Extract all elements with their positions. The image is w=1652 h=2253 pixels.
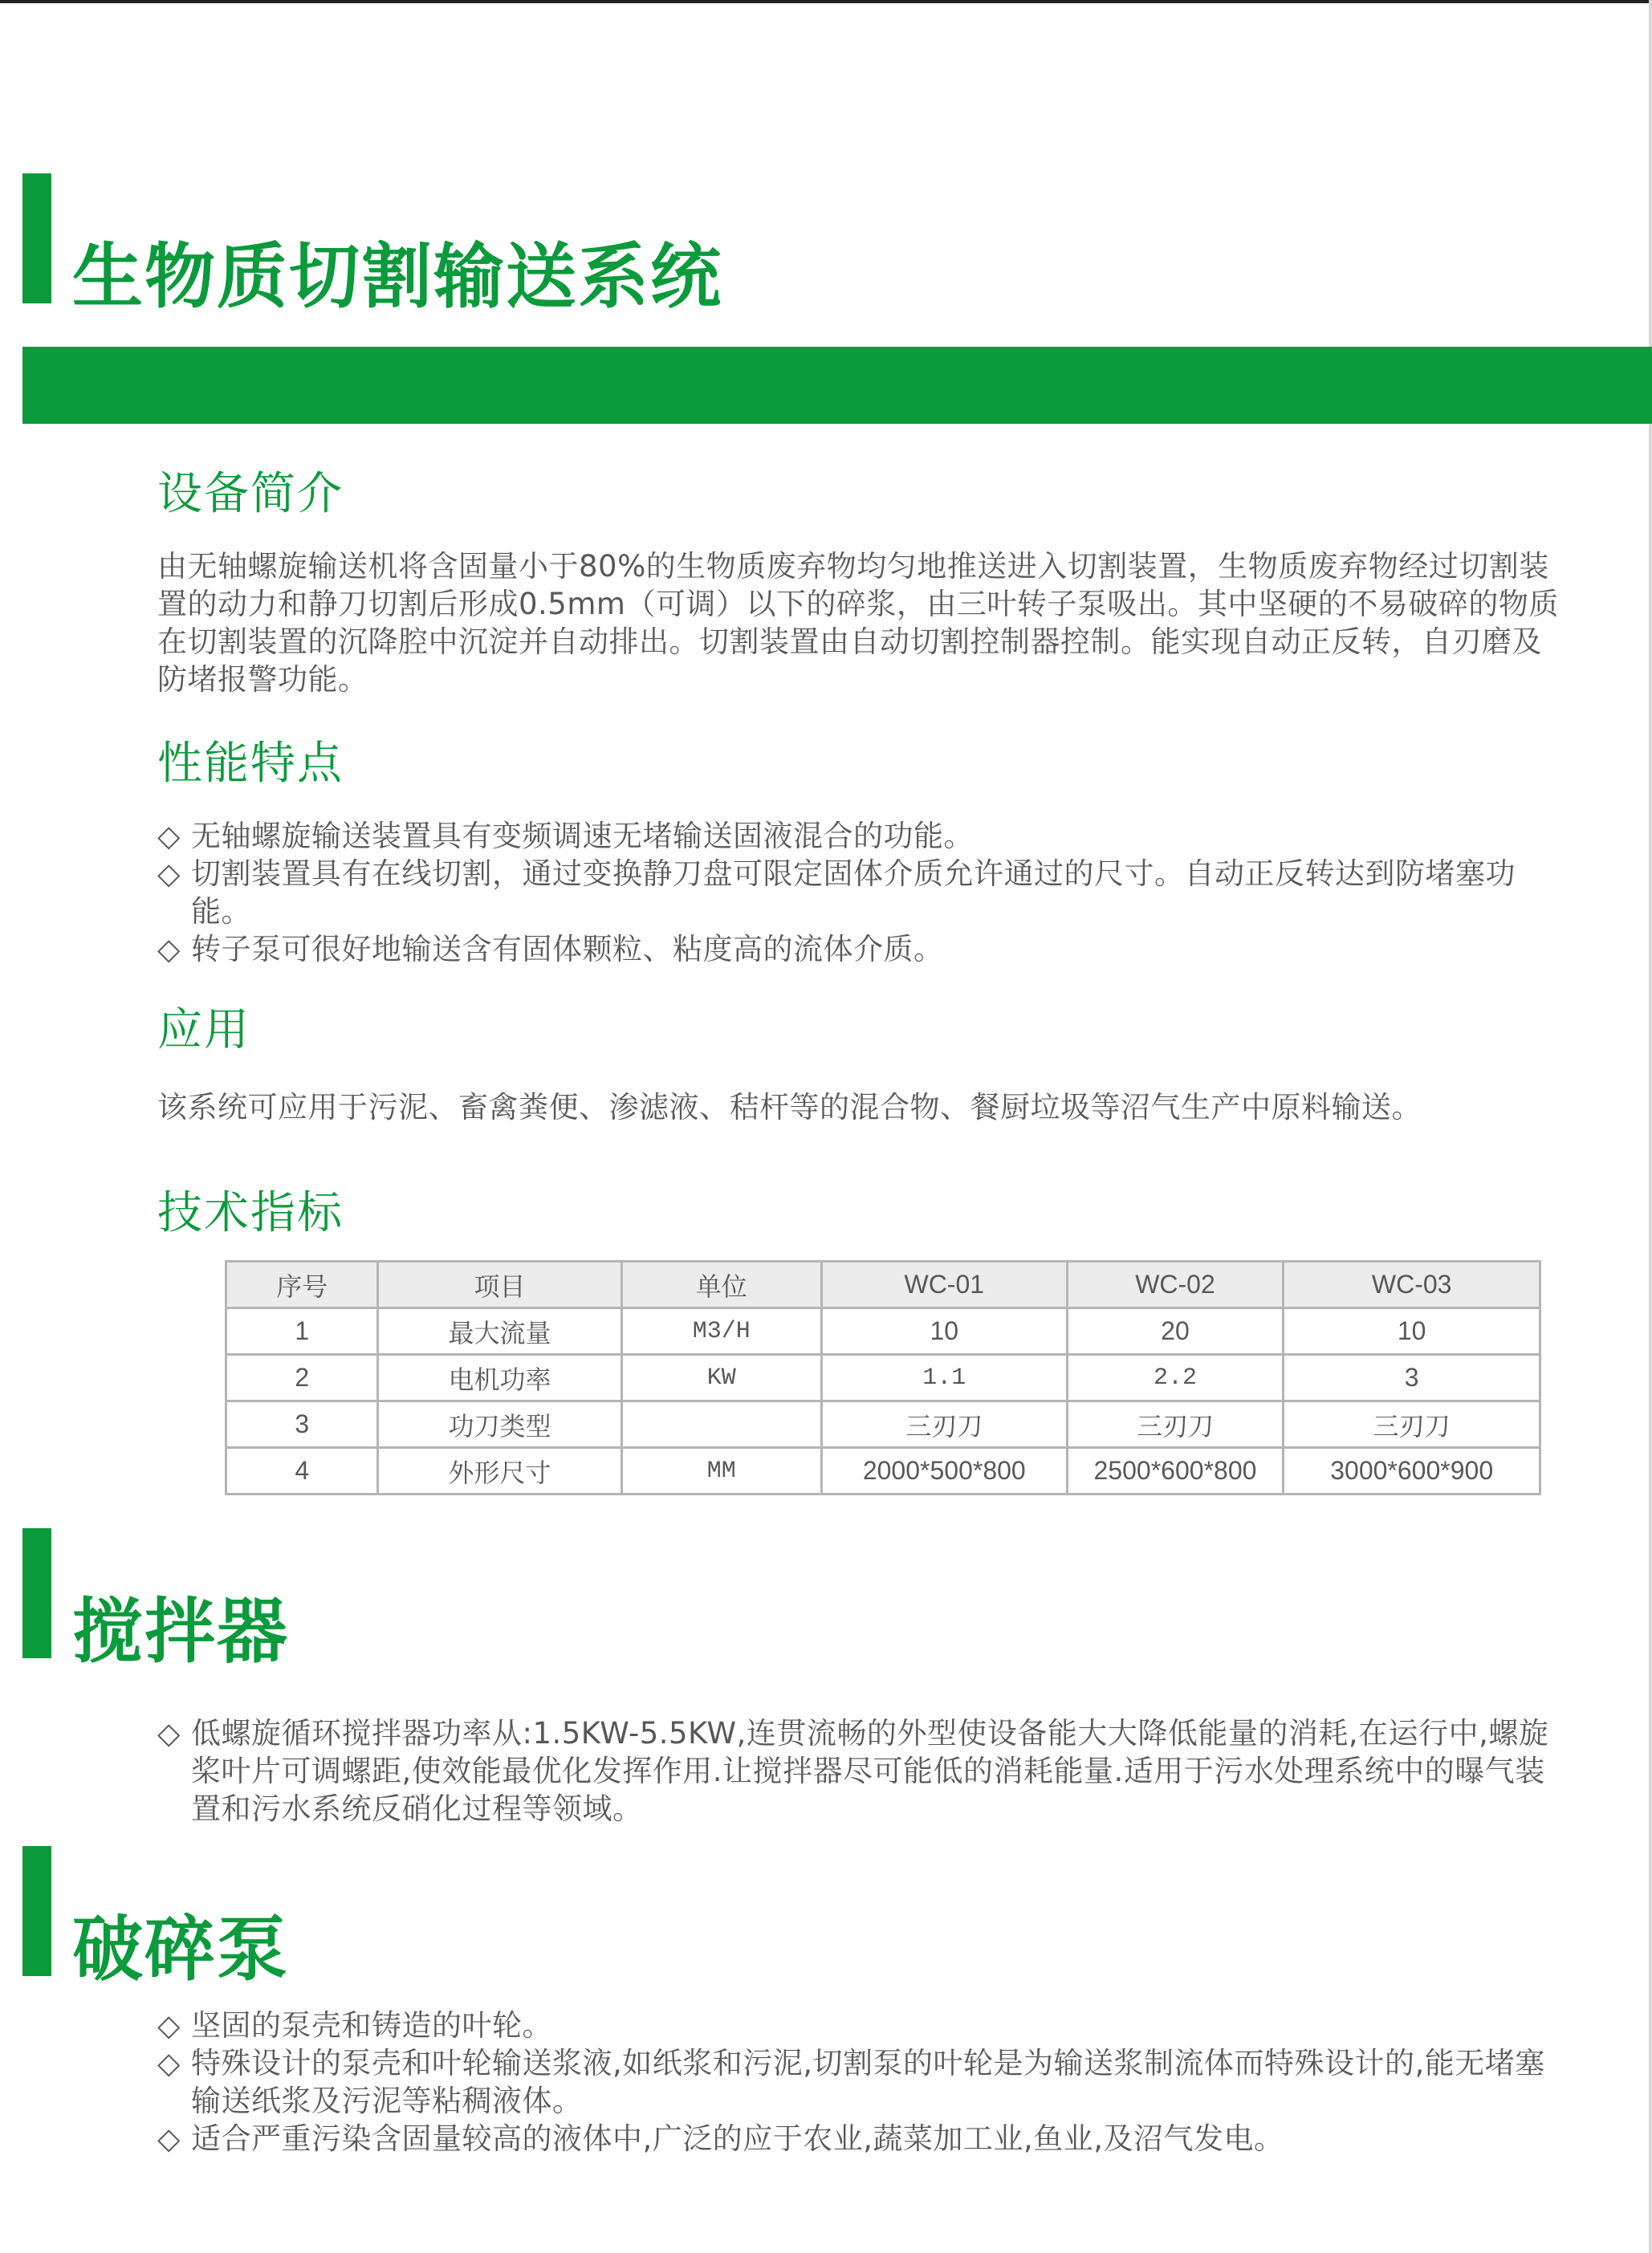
col-header-unit: 单位 [621, 1262, 821, 1308]
table-cell: 2000*500*800 [821, 1448, 1067, 1495]
crusher-pump-title: 破碎泵 [72, 1907, 290, 1991]
table-cell: 外形尺寸 [378, 1448, 621, 1495]
section-title-mixer [22, 1528, 905, 1673]
green-banner-band [22, 347, 1652, 424]
table-cell: 电机功率 [378, 1355, 621, 1401]
table-cell: 功刀类型 [378, 1401, 621, 1448]
col-header-wc02: WC-02 [1067, 1262, 1284, 1308]
feature-item: ◇ 无轴螺旋输送装置具有变频调速无堵输送固液混合的功能。 [157, 819, 974, 853]
diamond-bullet-icon: ◇ [157, 2121, 181, 2156]
intro-paragraph: 由无轴螺旋输送机将含固量小于80%的生物质废弃物均匀地推送进入切割装置，生物质废弃物经过切割装置的动力和静刀切割后形成0.5mm（可调）以下的碎浆，由三叶转子泵吸出。其中坚硬的不易破碎的物质在切割装置的沉降腔中沉淀并自动排出。切割装置由自动切割控制器控制。能实现自动正反转，自刃磨及防堵报警功能。 [157, 549, 1559, 697]
biomass-system-title: 生物质切割输送系统 [72, 234, 723, 318]
table-cell: KW [621, 1355, 821, 1401]
crusher-pump-list [157, 2007, 1570, 2157]
table-cell: 三刃刀 [821, 1401, 1067, 1448]
crusher-pump-item: ◇ 特殊设计的泵壳和叶轮输送浆液,如纸浆和污泥,切割泵的叶轮是为输送浆制流体而特殊设计的,能无堵塞输送纸浆及污泥等粘稠液体。 [157, 2046, 1545, 2118]
table-row [226, 1355, 1540, 1401]
feature-item: ◇ 切割装置具有在线切割，通过变换静刀盘可限定固体介质允许通过的尺寸。自动正反转达到防堵塞功能。 [157, 856, 1516, 929]
mixer-item: ◇ 低螺旋循环搅拌器功率从:1.5KW-5.5KW,连贯流畅的外型使设备能大大降低能量的消耗,在运行中,螺旋桨叶片可调螺距,使效能最优化发挥作用.让搅拌器尽可能低的消耗能量.适用于污水处理系统中的曝气装置和污水系统反硝化过程等领域。 [157, 1716, 1549, 1826]
col-header-item: 项目 [378, 1262, 621, 1308]
col-header-wc03: WC-03 [1284, 1262, 1540, 1308]
table-cell [621, 1401, 821, 1448]
table-cell: 3 [226, 1401, 378, 1448]
table-row [226, 1401, 1540, 1448]
table-cell: 3 [1284, 1355, 1540, 1401]
intro-heading: 设备简介 [157, 468, 344, 520]
crusher-pump-item: ◇ 适合严重污染含固量较高的液体中,广泛的应于农业,蔬菜加工业,鱼业,及沼气发电。 [157, 2121, 1284, 2156]
table-cell: 2.2 [1067, 1355, 1284, 1401]
table-cell: 三刃刀 [1067, 1401, 1284, 1448]
table-cell: 3000*600*900 [1284, 1448, 1540, 1495]
title-accent-bar [22, 1528, 51, 1658]
section-title-biomass [22, 173, 905, 318]
diamond-bullet-icon: ◇ [157, 2046, 181, 2080]
table-cell: 20 [1067, 1308, 1284, 1355]
section-title-crusher-pump [22, 1846, 905, 1991]
table-row [226, 1308, 1540, 1355]
diamond-bullet-icon: ◇ [157, 856, 181, 891]
features-list [157, 817, 1570, 968]
diamond-bullet-icon: ◇ [157, 932, 181, 966]
feature-item: ◇ 转子泵可很好地输送含有固体颗粒、粘度高的流体介质。 [157, 932, 944, 966]
diamond-bullet-icon: ◇ [157, 1716, 181, 1751]
title-accent-bar [22, 173, 51, 303]
table-header-row [226, 1262, 1540, 1308]
diamond-bullet-icon: ◇ [157, 819, 181, 853]
table-cell: M3/H [621, 1308, 821, 1355]
crusher-pump-item: ◇ 坚固的泵壳和铸造的叶轮。 [157, 2008, 552, 2043]
mixer-list [157, 1714, 1570, 1828]
table-cell: 10 [1284, 1308, 1540, 1355]
table-cell: 4 [226, 1448, 378, 1495]
table-cell: 10 [821, 1308, 1067, 1355]
diamond-bullet-icon: ◇ [157, 2008, 181, 2043]
application-heading: 应用 [157, 1004, 250, 1056]
table-row [226, 1448, 1540, 1495]
specs-heading: 技术指标 [157, 1187, 344, 1239]
features-heading: 性能特点 [157, 738, 344, 790]
table-cell: 1.1 [821, 1355, 1067, 1401]
table-cell: MM [621, 1448, 821, 1495]
right-border-rule [1649, 0, 1652, 2253]
col-header-wc01: WC-01 [821, 1262, 1067, 1308]
table-cell: 2500*600*800 [1067, 1448, 1284, 1495]
col-header-index: 序号 [226, 1262, 378, 1308]
mixer-title: 搅拌器 [72, 1589, 290, 1673]
table-cell: 最大流量 [378, 1308, 621, 1355]
table-cell: 1 [226, 1308, 378, 1355]
top-border-rule [0, 0, 1652, 3]
table-cell: 三刃刀 [1284, 1401, 1540, 1448]
application-paragraph: 该系统可应用于污泥、畜禽粪便、渗滤液、秸杆等的混合物、餐厨垃圾等沼气生产中原料输送。 [157, 1090, 1422, 1124]
specs-table [225, 1260, 1541, 1495]
title-accent-bar [22, 1846, 51, 1976]
table-cell: 2 [226, 1355, 378, 1401]
